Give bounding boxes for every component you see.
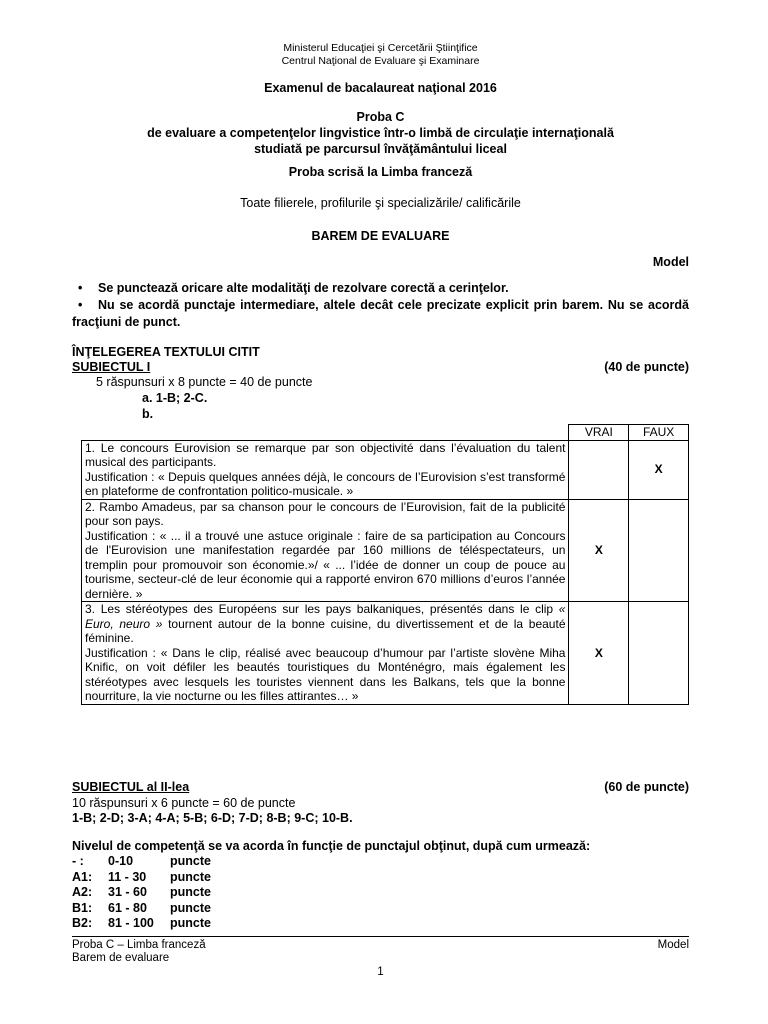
faux-mark [629, 499, 689, 602]
bullet-icon: • [78, 281, 83, 295]
column-faux: FAUX [629, 425, 689, 441]
proba-scrisa-title: Proba scrisă la Limba franceză [288, 165, 473, 179]
model-label: Model [652, 255, 689, 269]
levels-intro: Nivelul de competenţă se va acorda în funcţie de punctajul obţinut, după cum urmează: [72, 839, 591, 853]
bullet-icon: • [78, 298, 83, 312]
level-name: B1: [72, 900, 93, 915]
proba-line-2: de evaluare a competenţelor lingvistice într-o limbă de circulaţie internaţională [147, 126, 614, 140]
subject-2-formula: 10 răspunsuri x 6 puncte = 60 de puncte [72, 796, 296, 810]
instruction-text: Se punctează oricare alte modalităţi de rezolvare corectă a cerinţelor. [98, 281, 509, 295]
footer-subject: Proba C – Limba franceză [72, 939, 206, 951]
subject-1-formula: 5 răspunsuri x 8 puncte = 40 de puncte [96, 375, 313, 389]
subject-2-answers: 1-B; 2-D; 3-A; 4-A; 5-B; 6-D; 7-D; 8-B; 9-C; 10-B. [72, 811, 353, 825]
table-row [82, 440, 689, 499]
level-unit: puncte [170, 900, 211, 915]
true-false-table [81, 424, 689, 705]
proba-line-1: Proba C [356, 110, 405, 124]
level-range: 31 - 60 [108, 885, 147, 899]
center-name: Centrul Naţional de Evaluare şi Examinare [281, 55, 480, 67]
table-header-empty [82, 425, 569, 441]
vrai-mark: X [569, 499, 629, 602]
page-number: 1 [377, 966, 384, 978]
column-vrai: VRAI [569, 425, 629, 441]
subject-1-header [72, 360, 689, 374]
statement-text-part: tournent autour de la bonne cuisine, du divertissement et de la beauté féminine. [85, 616, 566, 645]
exam-title: Examenul de bacalaureat naţional 2016 [264, 81, 497, 95]
section-heading-reading: ÎNŢELEGEREA TEXTULUI CITIT [72, 345, 260, 359]
proba-title [72, 109, 689, 157]
level-name: B2: [72, 916, 93, 930]
instruction-item [72, 297, 689, 331]
faux-mark: X [629, 440, 689, 499]
table-row [82, 602, 689, 705]
barem-title: BAREM DE EVALUARE [311, 229, 450, 243]
level-range: 81 - 100 [108, 916, 154, 930]
ministry-header [72, 42, 689, 68]
proba-line-3: studiată pe parcursul învăţământului liceal [254, 142, 507, 156]
vrai-mark [569, 440, 629, 499]
statement-cell [82, 499, 569, 602]
item-b-label: b. [142, 407, 154, 421]
subject-2-header [72, 780, 689, 794]
subject-2-points: (60 de puncte) [604, 780, 689, 794]
statement-text [85, 602, 565, 646]
level-row [72, 870, 211, 886]
justification-text: Justification : « ... il a trouvé une astuce originale : faire de sa participation au Concours de l'Eurovision une manifestation regardée par 160 millions de téléspectateurs, un tremplin pour promouvoir son économie.»/ « ... l’idée de donner un coup de pouce au tourisme, secteur-clé de leur économie qui a rapporté environ 670 millions d’euros l’année dernière. » [85, 528, 566, 601]
level-unit: puncte [170, 916, 211, 930]
instruction-item [72, 280, 689, 297]
level-range: 0-10 [108, 854, 134, 868]
level-range: 61 - 80 [108, 900, 147, 915]
level-name: A1: [72, 869, 93, 884]
ministry-name: Ministerul Educaţiei şi Cercetării Ştiinţifice [283, 42, 478, 54]
statement-cell [82, 440, 569, 499]
statement-text: 1. Le concours Eurovision se remarque par son objectivité dans l’évaluation du talent musical des participants. [85, 440, 566, 469]
filiere-line: Toate filierele, profilurile şi specializările/ calificările [240, 196, 521, 210]
clip-title: « Euro, neuro » [85, 602, 566, 631]
subject-2-title: SUBIECTUL al II-lea [72, 780, 190, 794]
subject-1-title: SUBIECTUL I [72, 360, 151, 374]
level-row [72, 885, 211, 901]
table-row [82, 499, 689, 602]
faux-mark [629, 602, 689, 705]
level-row [72, 901, 211, 917]
statement-text-part: 3. Les stéréotypes des Européens sur les pays balkaniques, présentés dans le clip [85, 602, 559, 616]
instructions-list [72, 280, 689, 331]
page-footer [72, 936, 689, 965]
table-header-row [82, 425, 689, 441]
item-a-answers: a. 1-B; 2-C. [142, 391, 208, 405]
level-name: A2: [72, 885, 93, 899]
level-unit: puncte [170, 885, 211, 899]
level-unit: puncte [170, 869, 211, 884]
instruction-text: Nu se acordă punctaje intermediare, altele decât cele precizate explicit prin barem. Nu se acordă fracţiuni de punct. [72, 298, 689, 329]
levels-list [72, 854, 211, 932]
level-row [72, 916, 211, 932]
footer-doc-type: Barem de evaluare [72, 952, 170, 964]
level-row [72, 854, 211, 870]
level-name: - : [72, 854, 84, 868]
subject-1-points: (40 de puncte) [604, 360, 689, 374]
level-unit: puncte [170, 854, 211, 868]
statement-cell [82, 602, 569, 705]
vrai-mark: X [569, 602, 629, 705]
justification-text: Justification : « Depuis quelques années déjà, le concours de l’Eurovision s’est transformé en plateforme de confrontation politico-musicale. » [85, 469, 566, 498]
justification-text: Justification : « Dans le clip, réalisé avec beaucoup d’humour par l’artiste slovène Miha Knific, on voit défiler les beautés touristiques du Monténégro, mais également les stéréotypes avec lesquels les touristes viennent dans les Balkans, tels que la bonne nourriture, la vie nocturne ou les filles attirantes… » [85, 645, 566, 703]
footer-model: Model [657, 939, 689, 951]
statement-text: 2. Rambo Amadeus, par sa chanson pour le concours de l’Eurovision, fait de la publicité pour son pays. [85, 499, 566, 528]
level-range: 11 - 30 [108, 869, 147, 884]
